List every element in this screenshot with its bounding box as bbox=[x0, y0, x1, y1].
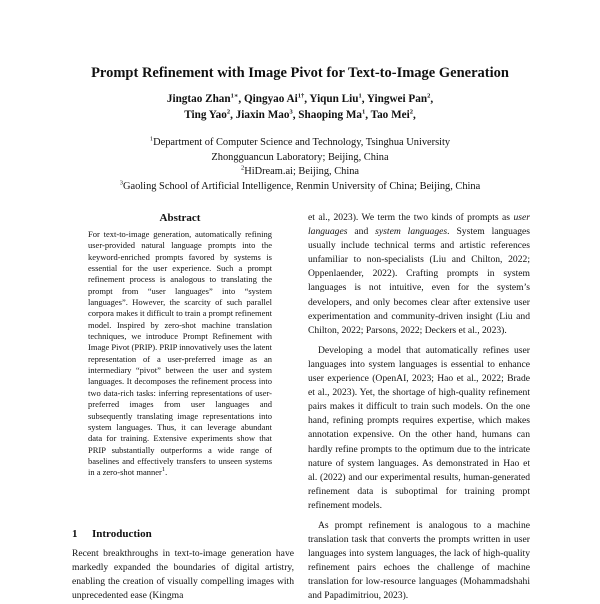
affiliation: Department of Computer Science and Technology, Tsinghua University bbox=[153, 137, 451, 148]
emphasis: user languages bbox=[308, 212, 530, 238]
section-title: Introduction bbox=[92, 528, 152, 540]
affiliation: Gaoling School of Artificial Intelligence, Renmin University of China; Beijing, China bbox=[122, 180, 481, 192]
footnote-mark: 1 bbox=[161, 466, 166, 474]
author-name: Jingtao Zhan bbox=[166, 93, 231, 105]
author-affil-mark: 1† bbox=[297, 92, 305, 100]
text-run: . System languages usually include technical terms and artistic references unfamiliar to non-specialists (Liu and Chilton, 2022; Oppenlaender, 2022). Crafting prompts in system languages is not intuitive, even for the system’s developers, and only becomes clear after extensive user experimentation and community-driven insight (Liu and Chilton, 2022; Parsons, 2022; Deckers et al., 2023). bbox=[308, 226, 530, 336]
body-paragraph: As prompt refinement is analogous to a machine translation task that converts the prompts written in user languages into system languages, the lack of high-quality refinement pairs echoes the challenge of machine translation for low-resource languages (Mohammadshahi and Papadimitriou, 2023). bbox=[308, 519, 530, 602]
author-name: , Tao Mei bbox=[365, 108, 410, 121]
body-paragraph: Developing a model that automatically refines user languages into system languages is essential to enhance user experience (OpenAI, 2023; Hao et al., 2022; Brade et al., 2023). Yet, the shortage of high-quality refinement pairs makes it difficult to train such models. On the one hand, refining prompts requires expertise, which makes annotation expensive. On the other hand, humans can hardly refine prompts to the optimum due to the intricate nature of system languages. As demonstrated in Hao et al. (2022) and our experimental results, human-generated refinement data is suboptimal for training prompt refinement models. bbox=[308, 344, 530, 511]
affil-mark: 1 bbox=[149, 135, 154, 143]
abstract-end: . bbox=[165, 467, 168, 478]
right-column bbox=[308, 211, 530, 604]
author-affil-mark: 2 bbox=[427, 92, 431, 100]
paper-title: Prompt Refinement with Image Pivot for Text-to-Image Generation bbox=[91, 65, 509, 81]
author-name: , Yiqun Liu bbox=[304, 93, 359, 105]
author-name: , Jiaxin Mao bbox=[230, 108, 290, 121]
author-name: , Shaoping Ma bbox=[292, 108, 363, 121]
affil-mark: 3 bbox=[119, 179, 123, 187]
abstract-heading: Abstract bbox=[159, 212, 201, 224]
author-affil-mark: 1 bbox=[362, 107, 366, 115]
affil-mark: 2 bbox=[240, 164, 245, 172]
affiliation: Zhongguancun Laboratory; Beijing, China bbox=[211, 151, 389, 163]
abstract-text: For text-to-image generation, automatically refining user-provided natural language prompts into the keyword-enriched prompts favored by systems is essential for the user experience. Such a prompt refinement process is analogous to translating the prompt from “user languages” into “system languages”. However, the scarcity of such parallel corpora makes it difficult to train a prompt refinement model. Inspired by zero-shot machine translation techniques, we introduce Prompt Refinement with Image Pivot (PRIP). PRIP innovatively uses the latent representation of a user-preferred image as an intermediary “pivot” between the user and system languages. It decomposes the refinement process into two data-rich tasks: inferring representations of user-preferred images from user languages and subsequently translating image representations into system languages. Thus, it can leverage abundant data for training. Extensive experiments show that PRIP substantially outperforms a wide range of baselines and effectively transfers to unseen systems in a zero-shot manner bbox=[88, 229, 272, 478]
author-affil-mark: 2 bbox=[409, 107, 413, 115]
emphasis: system languages bbox=[375, 226, 448, 238]
intro-paragraph: Recent breakthroughs in text-to-image generation have markedly expanded the boundaries of digital artistry, enabling the creation of visually compelling images with unprecedented ease (Kingma bbox=[72, 548, 294, 602]
affiliation: HiDream.ai; Beijing, China bbox=[244, 166, 360, 177]
author-affil-mark: 1∗ bbox=[230, 92, 239, 100]
author-affil-mark: 1 bbox=[358, 92, 362, 100]
section-number: 1 bbox=[72, 528, 78, 540]
abstract-body bbox=[88, 229, 272, 479]
author-list: Jingtao Zhan$^{1∗}$, Qingyao $Ai^{1\dagger}$, Yiqun Liu$^1$, Yingwei Pan$^2$, Ting Yao$^2$, Jiaxin Mao$^3$, Shaoping Ma$^1$, Tao Mei$^2$, bbox=[166, 92, 434, 121]
author-affil-mark: 3 bbox=[289, 107, 293, 115]
affiliations bbox=[40, 136, 560, 194]
text-run: and bbox=[347, 226, 376, 238]
section-heading-introduction bbox=[72, 528, 292, 541]
body-paragraph bbox=[308, 211, 530, 338]
text-run: et al., 2023). We term the two kinds of prompts as bbox=[308, 212, 514, 223]
author-name: , Yingwei Pan bbox=[361, 93, 428, 105]
author-name: , Qingyao Ai bbox=[238, 93, 298, 105]
author-name: Ting Yao bbox=[184, 108, 227, 121]
author-affil-mark: 2 bbox=[226, 107, 231, 115]
